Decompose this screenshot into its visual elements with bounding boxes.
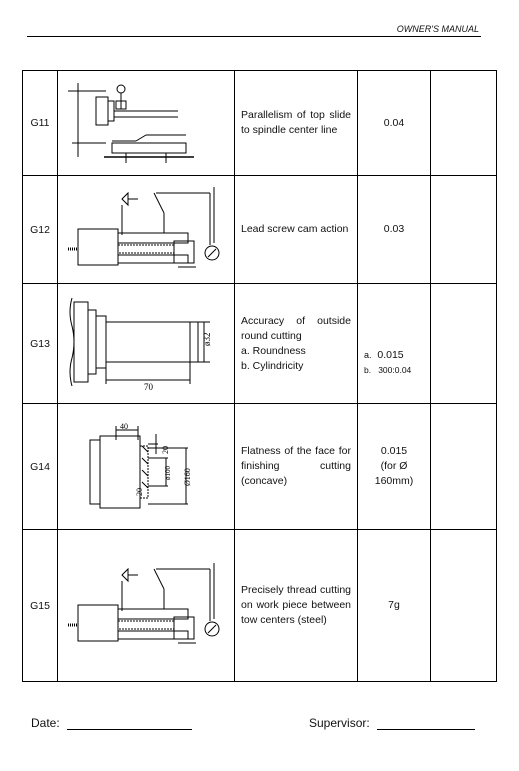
figure-cell <box>58 176 235 284</box>
description-cell: Precisely thread cutting on work piece between tow centers (steel) <box>235 530 358 682</box>
measured-cell <box>431 71 497 176</box>
measured-cell <box>431 284 497 404</box>
measured-cell <box>431 404 497 530</box>
g14-figure <box>76 422 216 512</box>
table-row <box>23 404 497 530</box>
tolerance-cell: 0.03 <box>358 176 431 284</box>
description-cell: Lead screw cam action <box>235 176 358 284</box>
length-label: 70 <box>143 381 153 392</box>
description-cell <box>235 284 358 404</box>
table-row <box>23 176 497 284</box>
step-label-2: 20 <box>135 487 144 496</box>
measured-cell <box>431 176 497 284</box>
g13-figure <box>64 292 229 396</box>
date-label: Date: <box>31 716 60 730</box>
g11-figure <box>66 83 226 163</box>
inner-diameter-label: ø100 <box>164 465 172 480</box>
outer-diameter-label: Ø160 <box>183 467 192 486</box>
date-line[interactable] <box>67 717 192 730</box>
tolerance-line: 160mm) <box>374 475 414 487</box>
tolerance-line: 0.015 <box>380 445 408 457</box>
width-label: 40 <box>120 421 128 431</box>
tolerance-cell: 0.04 <box>358 71 431 176</box>
item-code: G12 <box>23 176 58 284</box>
item-code: G14 <box>23 404 58 530</box>
description-cell: Flatness of the face for finishing cutting (concave) <box>235 404 358 530</box>
step-label: 20 <box>161 445 170 454</box>
figure-cell <box>58 71 235 176</box>
inspection-table <box>22 70 497 682</box>
header-rule <box>27 36 481 37</box>
item-code: G13 <box>23 284 58 404</box>
supervisor-field <box>309 716 475 730</box>
tolerance-cell <box>358 284 431 404</box>
tolerance-line: (for Ø <box>380 460 408 472</box>
tolerance-item: a. 0.015 <box>364 348 404 361</box>
item-code: G15 <box>23 530 58 682</box>
description-item: b. Cylindricity <box>241 359 304 372</box>
supervisor-label: Supervisor: <box>309 716 370 730</box>
table-row <box>23 530 497 682</box>
description-cell: Parallelism of top slide to spindle center line <box>235 71 358 176</box>
diameter-label: ø32 <box>201 332 212 346</box>
header-title: OWNER'S MANUAL <box>396 24 479 34</box>
item-code: G11 <box>23 71 58 176</box>
tolerance-cell: 7g <box>358 530 431 682</box>
table-row <box>23 71 497 176</box>
g12-figure <box>66 185 226 275</box>
tolerance-cell <box>358 404 431 530</box>
figure-cell <box>58 530 235 682</box>
date-field <box>31 716 192 730</box>
figure-cell <box>58 284 235 404</box>
description-title: Accuracy of outside round cutting <box>241 314 351 342</box>
figure-cell <box>58 404 235 530</box>
tolerance-item: b. 300:0.04 <box>364 364 412 375</box>
measured-cell <box>431 530 497 682</box>
description-item: a. Roundness <box>241 344 306 357</box>
g15-figure <box>66 561 226 651</box>
table-row <box>23 284 497 404</box>
supervisor-line[interactable] <box>377 717 475 730</box>
